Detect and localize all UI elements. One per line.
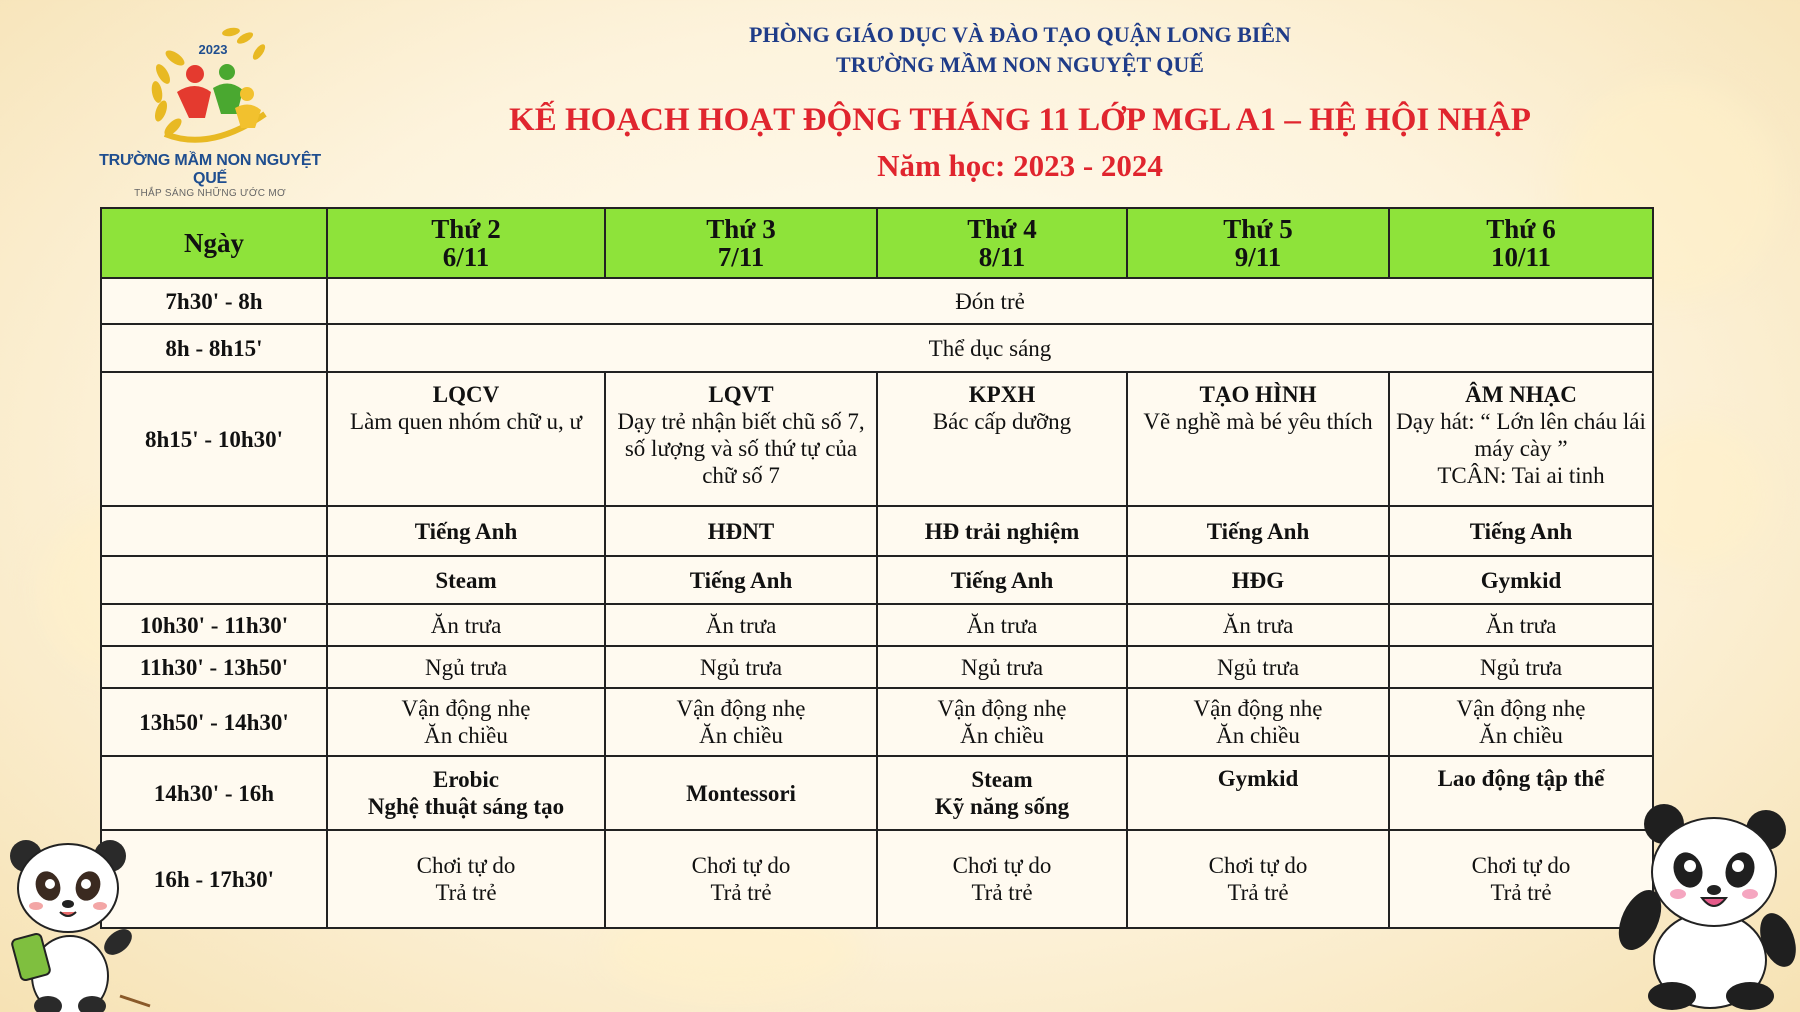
table-row xyxy=(101,556,1653,604)
day-date: 6/11 xyxy=(442,242,490,272)
activity-cell xyxy=(605,756,877,830)
day-date: 8/11 xyxy=(978,242,1026,272)
subject-title: LQVT xyxy=(708,382,774,407)
day-date: 10/11 xyxy=(1490,242,1551,272)
activity-cell: HĐ trải nghiệm xyxy=(877,506,1127,556)
org-line-1: PHÒNG GIÁO DỤC VÀ ĐÀO TẠO QUẬN LONG BIÊN xyxy=(749,22,1291,47)
org-line-2: TRƯỜNG MẦM NON NGUYỆT QUẾ xyxy=(836,52,1204,77)
activity-line: Gymkid xyxy=(1217,766,1299,791)
activity-line: Steam xyxy=(971,767,1033,792)
header-day xyxy=(605,208,877,278)
activity-line: Trả trẻ xyxy=(1490,880,1552,905)
activity-cell: Ngủ trưa xyxy=(327,646,605,688)
activity-cell: Ngủ trưa xyxy=(1127,646,1389,688)
schedule-table xyxy=(100,207,1654,929)
logo-school-name: TRƯỜNG MẦM NON NGUYỆT QUẾ xyxy=(99,152,321,187)
time-cell: 8h15' - 10h30' xyxy=(101,372,327,506)
table-row xyxy=(101,756,1653,830)
subject-detail: Dạy trẻ nhận biết chũ số 7, số lượng và số thứ tự của chữ số 7 xyxy=(617,409,865,488)
activity-cell: Ăn trưa xyxy=(327,604,605,646)
day-name: Thứ 5 xyxy=(1223,214,1293,244)
table-row xyxy=(101,604,1653,646)
table-row xyxy=(101,830,1653,928)
activity-cell xyxy=(1389,372,1653,506)
activity-line: Trả trẻ xyxy=(971,880,1033,905)
time-cell: 8h - 8h15' xyxy=(101,324,327,372)
subject-title: ÂM NHẠC xyxy=(1465,382,1577,407)
activity-line: Vận động nhẹ xyxy=(1193,696,1323,721)
subject-detail: Vẽ nghề mà bé yêu thích xyxy=(1143,409,1373,434)
activity-cell xyxy=(605,830,877,928)
day-name: Thứ 4 xyxy=(967,214,1037,244)
activity-cell: Tiếng Anh xyxy=(1127,506,1389,556)
activity-line: Ăn chiều xyxy=(1216,723,1300,748)
subject-extra: TCÂN: Tai ai tinh xyxy=(1437,463,1605,488)
table-row xyxy=(101,688,1653,756)
activity-cell: Tiếng Anh xyxy=(1389,506,1653,556)
subject-title: LQCV xyxy=(432,382,500,407)
activity-cell: Ăn trưa xyxy=(1127,604,1389,646)
activity-cell: Ngủ trưa xyxy=(605,646,877,688)
activity-cell xyxy=(1127,830,1389,928)
activity-cell xyxy=(877,372,1127,506)
page-title: KẾ HOẠCH HOẠT ĐỘNG THÁNG 11 LỚP MGL A1 – HỆ HỘI NHẬP xyxy=(509,102,1531,138)
activity-cell: Ngủ trưa xyxy=(1389,646,1653,688)
activity-cell: Đón trẻ xyxy=(327,278,1653,324)
subject-title: TẠO HÌNH xyxy=(1199,382,1317,407)
time-cell: 7h30' - 8h xyxy=(101,278,327,324)
activity-line: Ăn chiều xyxy=(424,723,508,748)
activity-cell: HĐNT xyxy=(605,506,877,556)
table-row xyxy=(101,372,1653,506)
time-cell: 10h30' - 11h30' xyxy=(101,604,327,646)
activity-line: Vận động nhẹ xyxy=(401,696,531,721)
activity-cell: Thể dục sáng xyxy=(327,324,1653,372)
activity-line: Erobic xyxy=(432,767,500,792)
activity-line: Chơi tự do xyxy=(1471,853,1571,878)
activity-line: Trả trẻ xyxy=(435,880,497,905)
time-cell: 16h - 17h30' xyxy=(101,830,327,928)
time-cell xyxy=(101,506,327,556)
activity-line: Trả trẻ xyxy=(1227,880,1289,905)
header-day xyxy=(1389,208,1653,278)
activity-line: Montessori xyxy=(686,780,796,806)
header-day xyxy=(327,208,605,278)
subject-title: KPXH xyxy=(968,382,1036,407)
activity-cell: Tiếng Anh xyxy=(605,556,877,604)
activity-line: Chơi tự do xyxy=(691,853,791,878)
activity-cell xyxy=(877,756,1127,830)
activity-cell: Ăn trưa xyxy=(605,604,877,646)
activity-cell: Ăn trưa xyxy=(1389,604,1653,646)
activity-cell: Ngủ trưa xyxy=(877,646,1127,688)
activity-cell xyxy=(605,372,877,506)
time-cell: 13h50' - 14h30' xyxy=(101,688,327,756)
time-cell xyxy=(101,556,327,604)
day-date: 7/11 xyxy=(717,242,765,272)
activity-line: Lao động tập thể xyxy=(1437,766,1605,791)
activity-cell xyxy=(1127,372,1389,506)
activity-cell: Steam xyxy=(327,556,605,604)
logo-year: 2023 xyxy=(198,42,228,57)
activity-cell xyxy=(327,830,605,928)
subject-detail: Bác cấp dưỡng xyxy=(932,409,1072,434)
page-subtitle: Năm học: 2023 - 2024 xyxy=(877,148,1163,183)
subject-detail: Dạy hát: “ Lớn lên cháu lái máy cày ” xyxy=(1396,409,1646,461)
header-day xyxy=(1127,208,1389,278)
panda-right-icon xyxy=(1610,800,1800,1012)
day-date: 9/11 xyxy=(1234,242,1282,272)
day-name: Thứ 2 xyxy=(431,214,501,244)
table-row xyxy=(101,278,1653,324)
activity-line: Vận động nhẹ xyxy=(676,696,806,721)
activity-cell: Ăn trưa xyxy=(877,604,1127,646)
activity-line: Chơi tự do xyxy=(1208,853,1308,878)
activity-cell: HĐG xyxy=(1127,556,1389,604)
activity-cell xyxy=(877,830,1127,928)
activity-line: Trả trẻ xyxy=(710,880,772,905)
activity-line: Vận động nhẹ xyxy=(937,696,1067,721)
panda-left-icon xyxy=(0,836,160,1012)
activity-line: Ăn chiều xyxy=(1479,723,1563,748)
header-day-label: Ngày xyxy=(101,208,327,278)
activity-cell xyxy=(327,688,605,756)
activity-cell xyxy=(877,688,1127,756)
time-cell: 11h30' - 13h50' xyxy=(101,646,327,688)
activity-cell: Tiếng Anh xyxy=(327,506,605,556)
table-row xyxy=(101,324,1653,372)
activity-cell: Tiếng Anh xyxy=(877,556,1127,604)
activity-line: Nghệ thuật sáng tạo xyxy=(367,794,565,819)
activity-cell xyxy=(327,372,605,506)
activity-cell xyxy=(1127,756,1389,830)
day-name: Thứ 3 xyxy=(706,214,776,244)
subject-detail: Làm quen nhóm chữ u, ư xyxy=(350,409,582,434)
activity-line: Chơi tự do xyxy=(952,853,1052,878)
activity-cell xyxy=(1389,688,1653,756)
table-row xyxy=(101,646,1653,688)
activity-cell xyxy=(605,688,877,756)
activity-line: Chơi tự do xyxy=(416,853,516,878)
activity-line: Ăn chiều xyxy=(699,723,783,748)
time-cell: 14h30' - 16h xyxy=(101,756,327,830)
activity-cell xyxy=(327,756,605,830)
logo-slogan: THẮP SÁNG NHỮNG ƯỚC MƠ xyxy=(134,188,286,199)
activity-line: Kỹ năng sống xyxy=(934,794,1070,819)
table-header-row xyxy=(101,208,1653,278)
header-day xyxy=(877,208,1127,278)
activity-cell xyxy=(1127,688,1389,756)
table-row xyxy=(101,506,1653,556)
activity-cell: Gymkid xyxy=(1389,556,1653,604)
day-name: Thứ 6 xyxy=(1486,214,1556,244)
activity-line: Vận động nhẹ xyxy=(1456,696,1586,721)
activity-line: Ăn chiều xyxy=(960,723,1044,748)
